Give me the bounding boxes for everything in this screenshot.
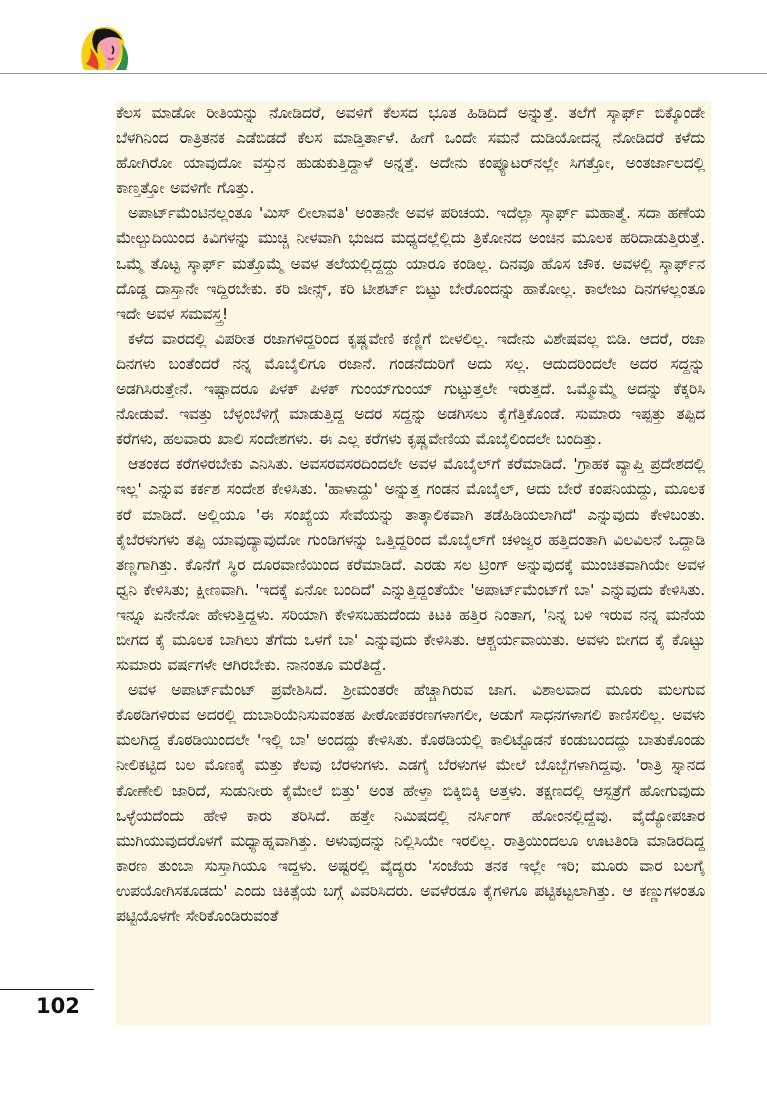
paragraph-2: ಅಪಾರ್ಟ್‌ಮೆಂಟಿನಲ್ಲಂತೂ 'ಮಿಸ್ ಲೀಲಾವತಿ' ಅಂತಾನೇ ಅವಳ ಪರಿಚಯ. ಇದೆಲ್ಲಾ ಸ್ಕಾರ್ಫ್ ಮಹಾತ್ಮೆ. ಸದಾ ಹಣೆಯ ಮೇಲ್ಬುದಿಯಿಂದ ಕಿವಿಗಳನ್ನು ಮುಚ್ಚಿ ನೀಳವಾಗಿ ಭುಜದ ಮಧ್ಯದಲ್ಲೆಲ್ಲಿದು ತ್ರಿಕೋನದ ಅಂಚಿನ ಮೂಲಕ ಹರಿದಾಡುತ್ತಿರುತ್ತೆ. ಒಮ್ಮೆ ತೊಟ್ಟ ಸ್ಕಾರ್ಫ್ ಮತ್ತೊಮ್ಮೆ ಅವಳ ತಲೆಯಲ್ಲಿದ್ದದ್ದು ಯಾರೂ ಕಂಡಿಲ್ಲ. ದಿನವೂ ಹೊಸ ಚೌಕ. ಅವಳಲ್ಲಿ ಸ್ಕಾರ್ಫ್‌ನ ದೊಡ್ಡ ದಾಸ್ತಾನೇ ಇದ್ದಿರಬೇಕು. ಕರಿ ಜೀನ್ಸ್, ಕರಿ ಟೀಶರ್ಟ್ ಬಿಟ್ಟು ಬೇರೊಂದನ್ನು ಹಾಕೋಲ್ಲ. ಕಾಲೇಜು ದಿನಗಳಲ್ಲಂತೂ ಇದೇ ಅವಳ ಸಮವಸ್ತ್ರ! xyxy=(116,204,705,323)
header-rule xyxy=(0,73,767,74)
page-number: 102 xyxy=(36,994,80,1018)
logo-svg xyxy=(76,24,138,72)
text-panel xyxy=(116,101,711,1025)
paragraph-5: ಅವಳ ಅಪಾರ್ಟ್‌ಮೆಂಟ್ ಪ್ರವೇಶಿಸಿದೆ. ಶ್ರೀಮಂತರೇ ಹೆಚ್ಚಾಗಿರುವ ಜಾಗ. ವಿಶಾಲವಾದ ಮೂರು ಮಲಗುವ ಕೊಠಡಿಗಳಿರುವ ಅದರಲ್ಲಿ ದುಬಾರಿಯೆನಿಸುವಂತಹ ಪೀಠೋಪಕರಣಗಳಾಗಲೀ, ಅಡುಗೆ ಸಾಧನಗಳಾಗಲಿ ಕಾಣಿಸಲಿಲ್ಲ. ಅವಳು ಮಲಗಿದ್ದ ಕೊಠಡಿಯಿಂದಲೇ 'ಇಲ್ಲಿ ಬಾ' ಅಂದದ್ದು ಕೇಳಿಸಿತು. ಕೊಠಡಿಯಲ್ಲಿ ಕಾಲಿಟ್ಟೊಡನೆ ಕಂಡುಬಂದದ್ದು ಬಾತುಕೊಂಡು ನೀಲಿಕಟ್ಟಿದ ಬಲ ಮೊಣಕೈ ಮತ್ತು ಕೆಲವು ಬೆರಳುಗಳು. ಎಡಗೈ ಬೆರಳುಗಳ ಮೇಲೆ ಬೊಬ್ಬೆಗಳಾಗಿದ್ದವು. 'ರಾತ್ರಿ ಸ್ನಾನದ ಕೋಣೇಲಿ ಜಾರಿದೆ, ಸುಡುನೀರು ಕೈಮೇಲೆ ಬಿತ್ತು' ಅಂತ ಹೇಳ್ತಾ ಬಿಕ್ಕಿಬಿಕ್ಕಿ ಅತ್ತಳು. ತಕ್ಷಣದಲ್ಲಿ ಆಸ್ಪತ್ರೆಗೆ ಹೋಗುವುದು ಒಳ್ಳೆಯದೆಂದು ಹೇಳಿ ಕಾರು ತರಿಸಿದೆ. ಹತ್ತೇ ನಿಮಿಷದಲ್ಲಿ ನರ್ಸಿಂಗ್ ಹೋಂನಲ್ಲಿದ್ದೆವು. ವೈದ್ಯೋಪಚಾರ ಮುಗಿಯುವುದರೊಳಗೆ ಮಧ್ಯಾಹ್ನವಾಗಿತ್ತು. ಅಳುವುದನ್ನು ನಿಲ್ಲಿಸಿಯೇ ಇರಲಿಲ್ಲ. ರಾತ್ರಿಯಿಂದಲೂ ಊಟತಿಂಡಿ ಮಾಡಿರದಿದ್ದ ಕಾರಣ ತುಂಬಾ ಸುಸ್ತಾಗಿಯೂ ಇದ್ದಳು. ಅಷ್ಟರಲ್ಲಿ ವೈದ್ಯರು 'ಸಂಜೆಯ ತನಕ ಇಲ್ಲೇ ಇರಿ; ಮೂರು ವಾರ ಬಲಗೈ ಉಪಯೋಗಿಸಕೂಡದು' ಎಂದು ಚಿಕಿತ್ಸೆಯ ಬಗ್ಗೆ ವಿವರಿಸಿದರು. ಅವಳೆರಡೂ ಕೈಗಳಿಗೂ ಪಟ್ಟಿಕಟ್ಟಲಾಗಿತ್ತು. ಆ ಕಣ್ಣುಗಳಂತೂ ಪಟ್ಟಿಯೊಳಗೇ ಸೇರಿಕೊಂಡಿರುವಂತೆ xyxy=(116,681,705,925)
paragraph-3: ಕಳೆದ ವಾರದಲ್ಲಿ ವಿಪರೀತ ರಜಾಗಳಿದ್ದರಿಂದ ಕೃಷ್ಣವೇಣಿ ಕಣ್ಣಿಗೆ ಬೀಳಲಿಲ್ಲ. ಇದೇನು ವಿಶೇಷವಲ್ಲ ಬಿಡಿ. ಆದರೆ, ರಜಾ ದಿನಗಳು ಬಂತೆಂದರೆ ನನ್ನ ಮೊಬೈಲಿಗೂ ರಜಾನೆ. ಗಂಡನೆದುರಿಗೆ ಅದು ಸಲ್ಲ. ಆದುದರಿಂದಲೇ ಅದರ ಸದ್ದನ್ನು ಅಡಗಿಸಿರುತ್ತೇನೆ. ಇಷ್ಟಾದರೂ ಪಿಳಕ್ ಪಿಳಕ್ ಗುಂಯ್‌ಗುಂಯ್ ಗುಟ್ಟುತ್ತಲೇ ಇರುತ್ತದೆ. ಒಮ್ಮೊಮ್ಮೆ ಅದನ್ನು ಕೆಕ್ಕರಿಸಿ ನೋಡುವೆ. ಇವತ್ತು ಬೆಳ್ಳಂಬೆಳಿಗ್ಗೆ ಮಾಡುತ್ತಿದ್ದ ಅದರ ಸದ್ದನ್ನು ಅಡಗಿಸಲು ಕೈಗೆತ್ತಿಕೊಂಡೆ. ಸುಮಾರು ಇಪ್ಪತ್ತು ತಪ್ಪಿದ ಕರೆಗಳು, ಹಲವಾರು ಖಾಲಿ ಸಂದೇಶಗಳು. ಈ ಎಲ್ಲ ಕರೆಗಳು ಕೃಷ್ಣವೇಣಿಯ ಮೊಬೈಲಿಂದಲೇ ಬಂದಿತ್ತು. xyxy=(116,329,705,449)
woman-face-illustration-icon xyxy=(76,24,138,72)
footer-rule xyxy=(0,989,94,990)
paragraph-4: ಆತಂಕದ ಕರೆಗಳಿರಬೇಕು ಎನಿಸಿತು. ಅವಸರವಸರದಿಂದಲೇ ಅವಳ ಮೊಬೈಲ್‌ಗೆ ಕರೆಮಾಡಿದೆ. 'ಗ್ರಾಹಕ ವ್ಯಾಪ್ತಿ ಪ್ರದೇಶದಲ್ಲಿ ಇಲ್ಲ' ಎನ್ನುವ ಕರ್ಕಶ ಸಂದೇಶ ಕೇಳಿಸಿತು. 'ಹಾಳಾದ್ದು' ಅನ್ನುತ್ತ ಗಂಡನ ಮೊಬೈಲ್, ಅದು ಬೇರೆ ಕಂಪನಿಯದ್ದು, ಮೂಲಕ ಕರೆ ಮಾಡಿದೆ. ಅಲ್ಲಿಯೂ 'ಈ ಸಂಖ್ಯೆಯ ಸೇವೆಯನ್ನು ತಾತ್ಕಾಲಿಕವಾಗಿ ತಡೆಹಿಡಿಯಲಾಗಿದೆ' ಎನ್ನುವುದು ಕೇಳಿಬಂತು. ಕೈಬೆರಳುಗಳು ತಪ್ಪಿ ಯಾವುದ್ಯಾವುದೋ ಗುಂಡಿಗಳನ್ನು ಒತ್ತಿದ್ದರಿಂದ ಮೊಬೈಲ್‌ಗೆ ಚಳಿಜ್ವರ ಹತ್ತಿದಂತಾಗಿ ವಿಲವಿಲನೆ ಒದ್ದಾಡಿ ತಣ್ಣಗಾಗಿತ್ತು. ಕೊನೆಗೆ ಸ್ಥಿರ ದೂರವಾಣಿಯಿಂದ ಕರೆಮಾಡಿದೆ. ಎರಡು ಸಲ ಟ್ರಿಂಗ್ ಅನ್ನುವುದಕ್ಕೆ ಮುಂಚಿತವಾಗಿಯೇ ಅವಳ ಧ್ವನಿ ಕೇಳಿಸಿತು; ಕ್ಷೀಣವಾಗಿ. 'ಇದಕ್ಕೆ ಏನೋ ಬಂದಿದೆ' ಎನ್ನುತ್ತಿದ್ದಂತೆಯೇ 'ಅಪಾರ್ಟ್‌ಮೆಂಟ್‌ಗೆ ಬಾ' ಎನ್ನುವುದು ಕೇಳಿಸಿತು. ಇನ್ನೂ ಏನೇನೋ ಹೇಳುತ್ತಿದ್ದಳು. ಸರಿಯಾಗಿ ಕೇಳಿಸಬಹುದೆಂದು ಕಿಟಕಿ ಹತ್ತಿರ ನಿಂತಾಗ, 'ನಿನ್ನ ಬಳಿ ಇರುವ ನನ್ನ ಮನೆಯ ಬೀಗದ ಕೈ ಮೂಲಕ ಬಾಗಿಲು ತೆಗೆದು ಒಳಗೆ ಬಾ' ಎನ್ನುವುದು ಕೇಳಿಸಿತು. ಆಶ್ಚರ್ಯವಾಯಿತು. ಅವಳು ಬೀಗದ ಕೈ ಕೊಟ್ಟು ಸುಮಾರು ವರ್ಷಗಳೇ ಆಗಿರಬೇಕು. ನಾನಂತೂ ಮರೆತಿದ್ದೆ. xyxy=(116,455,705,675)
paragraph-1: ಕೆಲಸ ಮಾಡೋ ರೀತಿಯನ್ನು ನೋಡಿದರೆ, ಅವಳಿಗೆ ಕೆಲಸದ ಭೂತ ಹಿಡಿದಿದೆ ಅನ್ನುತ್ತೆ. ತಲೆಗೆ ಸ್ಕಾರ್ಫ್ ಬಿಕ್ಕೊಂಡೇ ಬೆಳಗಿನಿಂದ ರಾತ್ರಿತನಕ ಎಡೆಬಿಡದೆ ಕೆಲಸ ಮಾಡ್ತಿರ್ತಾಳೆ. ಹೀಗೆ ಒಂದೇ ಸಮನೆ ದುಡಿಯೋದನ್ನ ನೋಡಿದರೆ ಕಳೆದು ಹೋಗಿರೋ ಯಾವುದೋ ವಸ್ತುನ ಹುಡುಕುತ್ತಿದ್ದಾಳೆ ಅನ್ನತ್ತೆ. ಅದೇನು ಕಂಪ್ಯೂಟರ್‌ನಲ್ಲೇ ಸಿಗತ್ತೋ, ಅಂತರ್ಜಾಲದಲ್ಲಿ ಕಾಣ್ತತ್ತೋ ಅವಳಿಗೇ ಗೊತ್ತು. xyxy=(116,104,705,198)
